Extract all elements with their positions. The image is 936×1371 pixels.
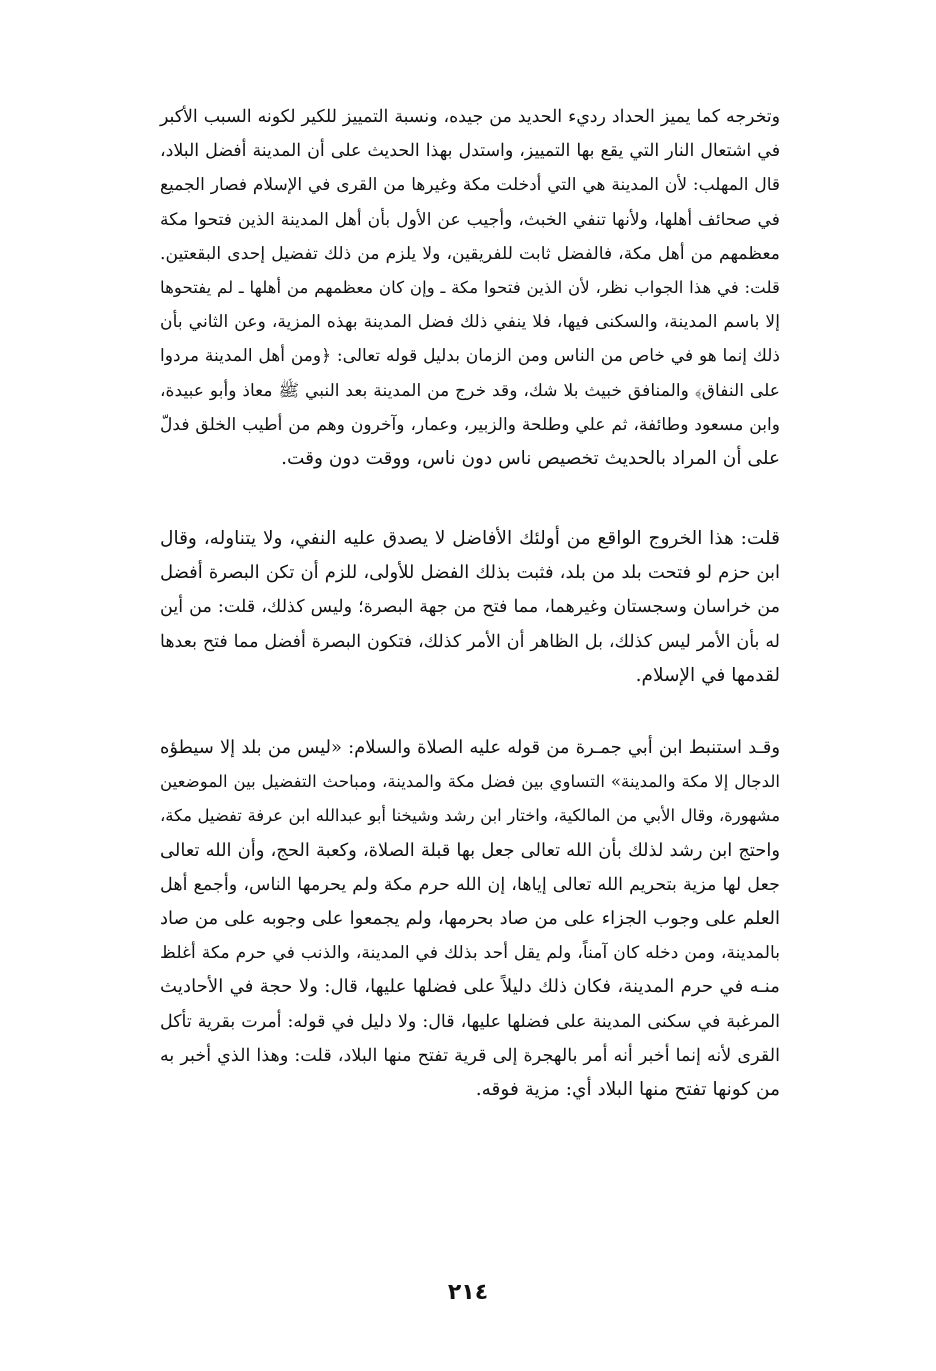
- text-line: في اشتعال النار التي يقع بها التمييز، واستدل بهذا الحديث على أن المدينة أفضل البلاد،: [160, 141, 780, 162]
- text-line: في صحائف أهلها، ولأنها تنفي الخبث، وأجيب عن الأول بأن أهل المدينة الذين فتحوا مكة: [160, 209, 780, 230]
- text-line: وابن مسعود وطائفة، ثم علي وطلحة والزبير، وعمار، وآخرون وهم من أطيب الخلق فدلّ: [160, 414, 780, 435]
- text-line: قال المهلب: لأن المدينة هي التي أدخلت مكة وغيرها من القرى في الإسلام فصار الجميع: [160, 175, 780, 196]
- text-line: من خراسان وسجستان وغيرهما، مما فتح من جهة البصرة؛ وليس كذلك، قلت: من أين: [160, 597, 780, 618]
- text-line: من كونها تفتح منها البلاد أي: مزية فوقه.: [475, 1078, 780, 1100]
- page-number: ٢١٤: [447, 1280, 489, 1305]
- text-line: لقدمها في الإسلام.: [635, 664, 780, 686]
- text-line: على أن المراد بالحديث تخصيص ناس دون ناس، ووقت دون وقت.: [281, 447, 780, 469]
- text-line: جعل لها مزية بتحريم الله تعالى إياها، إن الله حرم مكة ولم يحرمها الناس، وأجمع أهل: [160, 874, 780, 895]
- text-line: المرغبة في سكنى المدينة على فضلها عليها، قال: ولا دليل في قوله: أمرت بقرية تأكل: [160, 1011, 780, 1032]
- text-line: مشهورة، وقال الأبي من المالكية، واختار ابن رشد وشيخنا أبو عبدالله ابن عرفة تفضيل مكة،: [160, 806, 780, 826]
- paragraph-2: [160, 522, 780, 693]
- text-line: القرى لأنه إنما أخبر أنه أمر بالهجرة إلى قرية تفتح منها البلاد، قلت: وهذا الذي أخبر به: [160, 1045, 780, 1066]
- text-line: واحتج ابن رشد لذلك بأن الله تعالى جعل بها قبلة الصلاة، وكعبة الحج، وأن الله تعالى: [160, 839, 780, 861]
- text-line: له بأن الأمر ليس كذلك، بل الظاهر أن الأمر كذلك، فتكون البصرة أفضل مما فتح بعدها: [160, 631, 780, 652]
- text-line: الدجال إلا مكة والمدينة» التساوي بين فضل مكة والمدينة، ومباحث التفضيل بين الموضعين: [160, 772, 780, 792]
- text-line: على النفاق﴾ والمنافق خبيث بلا شك، وقد خرج من المدينة بعد النبي ﷺ معاذ وأبو عبيدة،: [160, 380, 780, 401]
- text-line: ذلك إنما هو في خاص من الناس ومن الزمان بدليل قوله تعالى: ﴿ومن أهل المدينة مردوا: [160, 346, 780, 367]
- paragraph-3: [160, 731, 780, 1107]
- text-line: منـه في حرم المدينة، فكان ذلك دليلاً على فضلها عليها، قال: ولا حجة في الأحاديث: [160, 976, 780, 998]
- text-line: بالمدينة، ومن دخله كان آمناً، ولم يقل أحد بذلك في المدينة، والذنب في حرم مكة أغلظ: [160, 943, 780, 964]
- text-line: إلا باسم المدينة، والسكنى فيها، فلا ينفي ذلك فضل المدينة بهذه المزية، وعن الثاني بأن: [160, 312, 780, 333]
- text-line: معظمهم من أهل مكة، فالفضل ثابت للفريقين، ولا يلزم من ذلك تفضيل إحدى البقعتين.: [160, 243, 780, 264]
- text-line: قلت: هذا الخروج الواقع من أولئك الأفاضل لا يصدق عليه النفي، ولا يتناوله، وقال: [160, 528, 780, 549]
- paragraph-1: [160, 100, 780, 476]
- text-line: وقـد استنبط ابن أبي جمـرة من قوله عليه الصلاة والسلام: «ليس من بلد إلا سيطؤه: [160, 737, 780, 758]
- text-line: وتخرجه كما يميز الحداد رديء الحديد من جيده، ونسبة التمييز للكير لكونه السبب الأكبر: [160, 107, 780, 127]
- text-line: العلم على وجوب الجزاء على من صاد بحرمها، ولم يجمعوا على وجوبه على من صاد: [160, 907, 780, 929]
- text-line: قلت: في هذا الجواب نظر، لأن الذين فتحوا مكة ـ وإن كان معظمهم من أهلها ـ لم يفتحوها: [160, 277, 780, 297]
- text-line: ابن حزم لو فتحت بلد من بلد، فثبت بذلك الفضل للأولى، للزم أن تكن البصرة أفضل: [160, 562, 780, 584]
